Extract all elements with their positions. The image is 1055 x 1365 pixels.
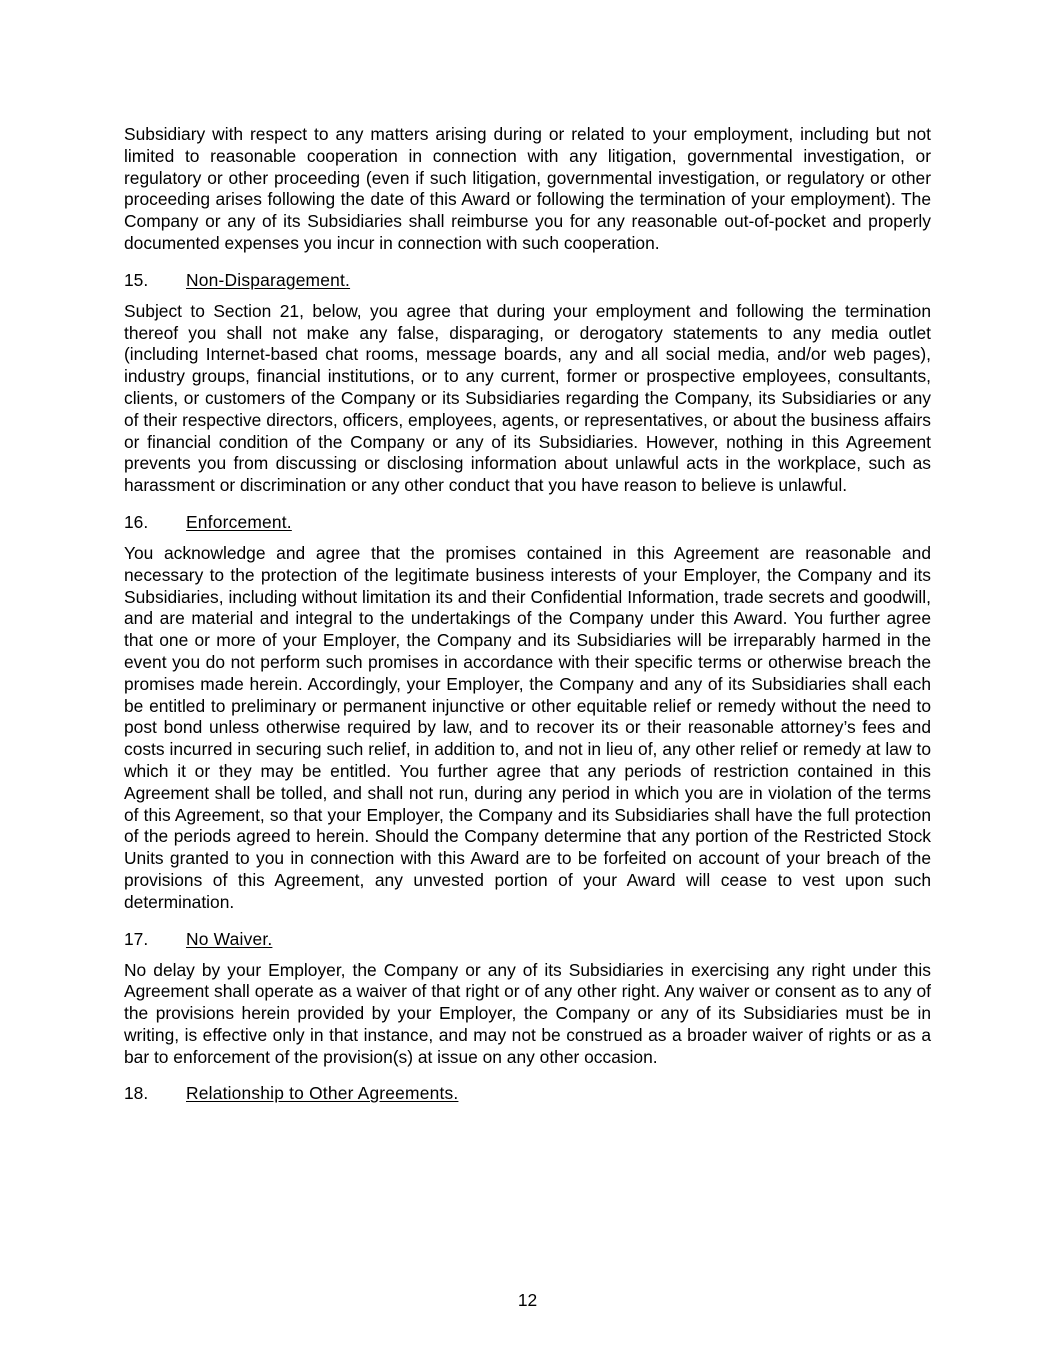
section-17-body: No delay by your Employer, the Company or any of its Subsidiaries in exercising any right under this Agreement shall operate as a waiver of that right or of any other right. Any waiver or consent as to any of the provisions herein provided by your Employer, the Company or any of its Subsidiaries must be in writing, is effective only in that instance, and may not be construed as a broader waiver of rights or as a bar to enforcement of the provision(s) at issue on any other occasion. <box>124 959 931 1067</box>
intro-paragraph: Subsidiary with respect to any matters arising during or related to your employment, including but not limited to reasonable cooperation in connection with any litigation, governmental investigation, or regulatory or other proceeding (even if such litigation, governmental investigation, or regulatory or other proceeding arises following the date of this Award or following the termination of your employment). The Company or any of its Subsidiaries shall reimburse you for any reasonable out-of-pocket and properly documented expenses you incur in connection with such cooperation. <box>124 124 931 253</box>
section-number: 16. <box>124 511 149 532</box>
section-title: No Waiver. <box>186 928 273 949</box>
section-number: 17. <box>124 928 149 949</box>
section-16-body: You acknowledge and agree that the promises contained in this Agreement are reasonable and necessary to the protection of the legitimate business interests of your Employer, the Company and its Subsidiaries, including without limitation its and their Confidential Information, trade secrets and goodwill, and are material and integral to the undertakings of the Company under this Award. You further agree that one or more of your Employer, the Company and its Subsidiaries will be irreparably harmed in the event you do not perform such promises in accordance with their specific terms or otherwise breach the promises made herein. Accordingly, your Employer, the Company and any of its Subsidiaries shall each be entitled to preliminary or permanent injunctive or other equitable relief or remedy without the need to post bond unless otherwise required by law, and to recover its or their reasonable attorney’s fees and costs incurred in securing such relief, in addition to, and not in lieu of, any other relief or remedy at law to which it or they may be entitled. You further agree that any periods of restriction contained in this Agreement shall be tolled, and shall not run, during any period in which you are in violation of the terms of this Agreement, so that your Employer, the Company and its Subsidiaries shall have the full protection of the periods agreed to herein. Should the Company determine that any portion of the Restricted Stock Units granted to you in connection with this Award are to be forfeited on account of your breach of the provisions of this Agreement, any unvested portion of your Award will cease to vest upon such determination. <box>124 542 931 912</box>
section-number: 15. <box>124 269 149 290</box>
section-15-heading <box>124 269 931 291</box>
document-body <box>124 124 931 1104</box>
section-title: Relationship to Other Agreements. <box>186 1083 459 1104</box>
section-title: Enforcement. <box>186 511 292 532</box>
page-number: 12 <box>517 1290 538 1310</box>
section-16-heading <box>124 511 931 533</box>
section-17-heading <box>124 928 931 950</box>
section-15-body: Subject to Section 21, below, you agree that during your employment and following the termination thereof you shall not make any false, disparaging, or derogatory statements to any media outlet (including Internet-based chat rooms, message boards, any and all social media, and/or web pages), industry groups, financial institutions, or to any current, former or prospective employees, consultants, clients, or customers of the Company or its Subsidiaries regarding the Company, its Subsidiaries or any of their respective directors, officers, employees, agents, or representatives, or about the business affairs or financial condition of the Company or any of its Subsidiaries. However, nothing in this Agreement prevents you from discussing or disclosing information about unlawful acts in the workplace, such as harassment or discrimination or any other conduct that you have reason to believe is unlawful. <box>124 300 931 496</box>
section-title: Non-Disparagement. <box>186 269 351 290</box>
section-18-heading <box>124 1082 931 1104</box>
section-number: 18. <box>124 1083 149 1104</box>
